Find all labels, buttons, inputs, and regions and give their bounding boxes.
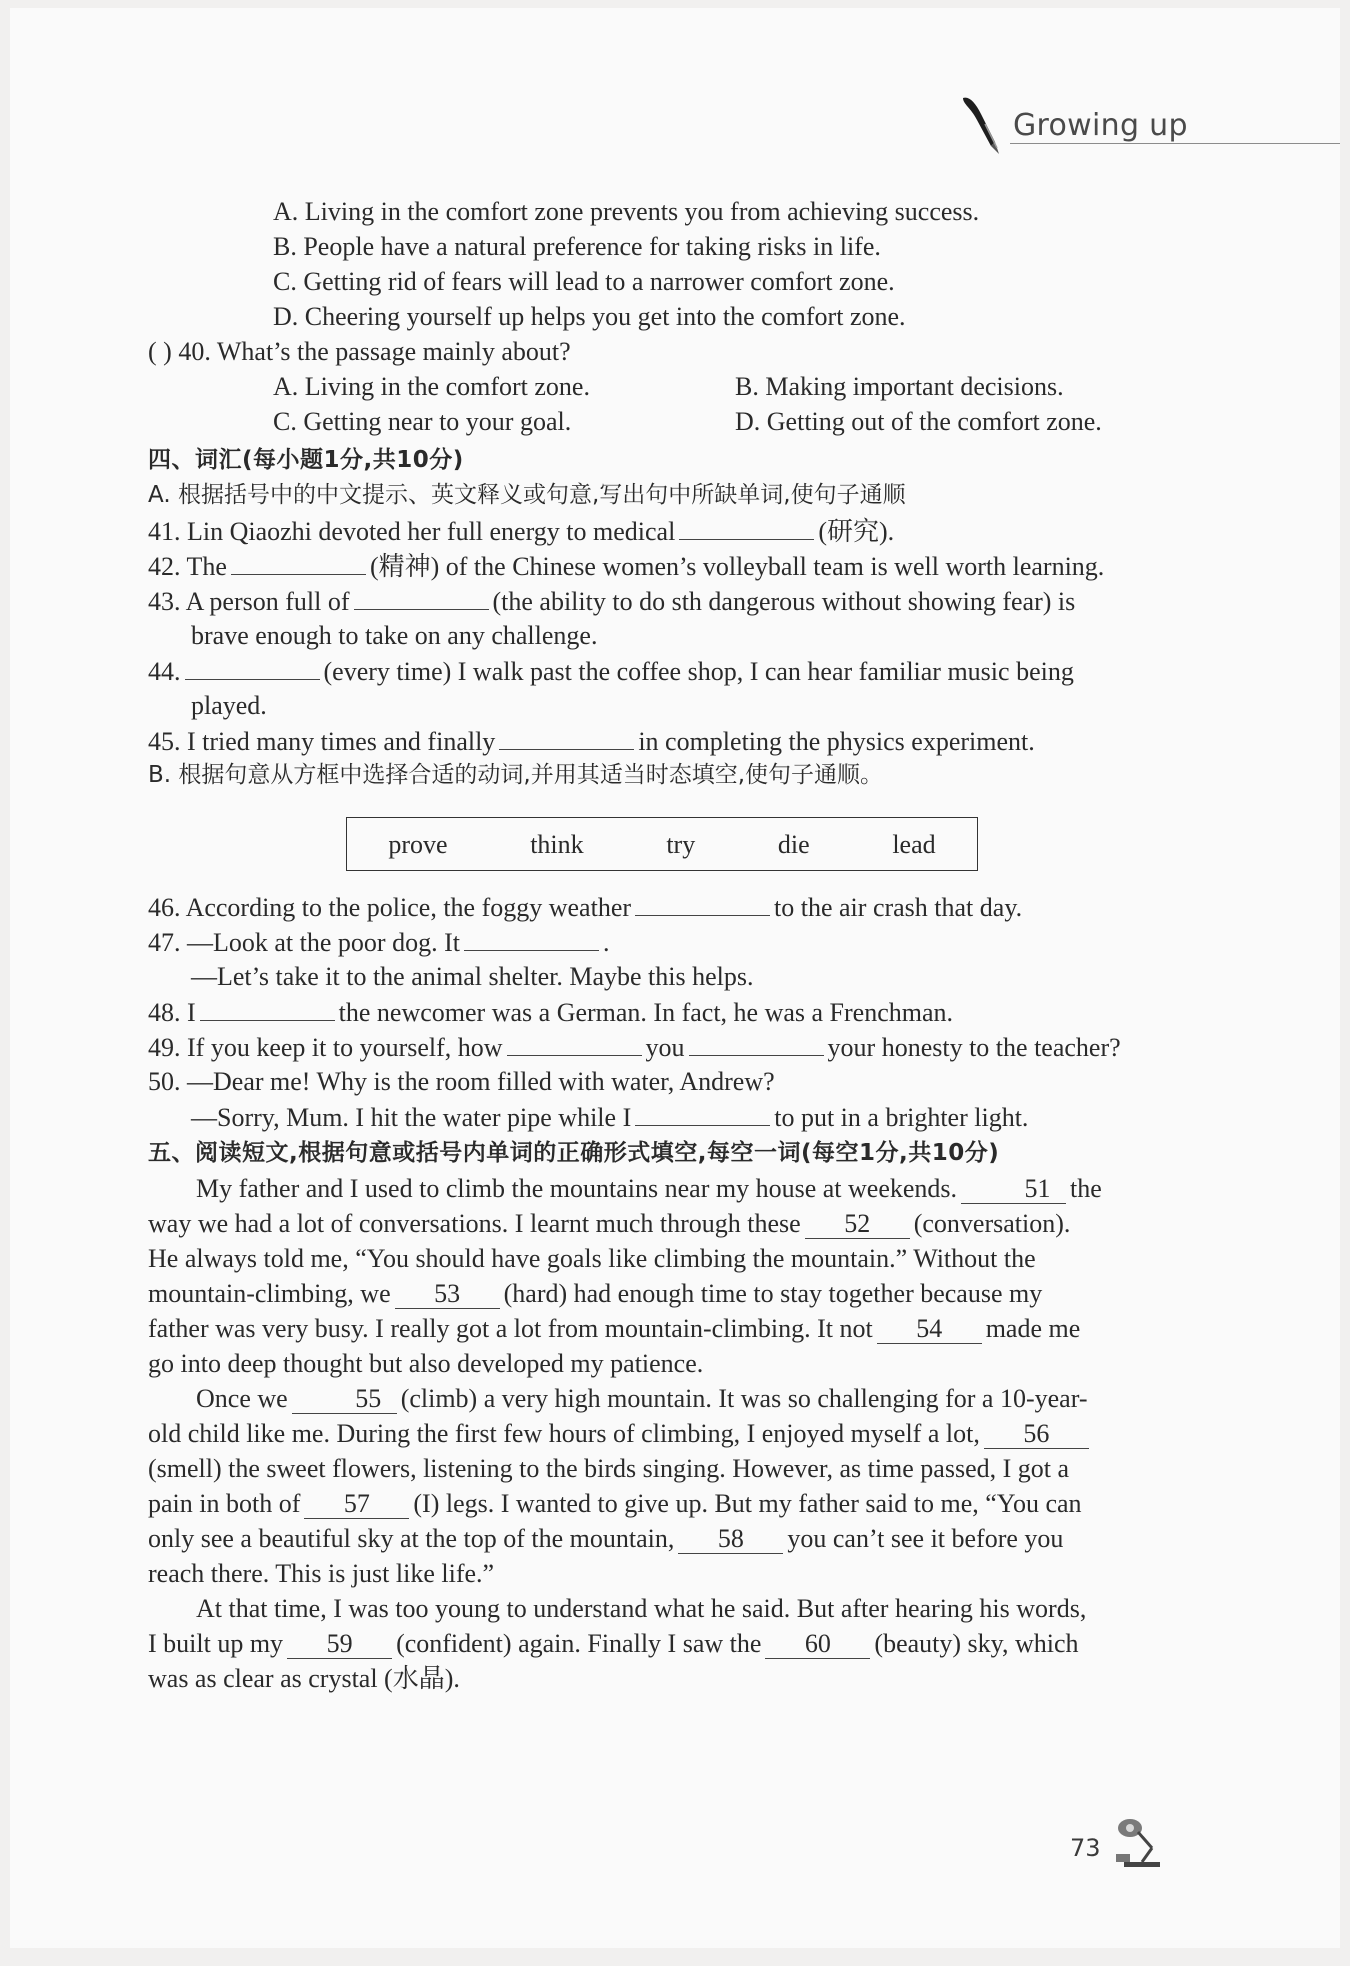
option-40d: D. Getting out of the comfort zone.	[735, 407, 1102, 436]
question-40	[148, 334, 1183, 369]
word-box	[346, 817, 978, 871]
option-39d: D. Cheering yourself up helps you get into the comfort zone.	[273, 302, 906, 331]
numbered-blank[interactable]: 51	[961, 1175, 1066, 1204]
option-39a: A. Living in the comfort zone prevents you from achieving success.	[273, 197, 980, 226]
unit-title: Growing up	[1013, 108, 1188, 143]
option-row	[148, 404, 1183, 439]
section-5-title: 五、阅读短文,根据句意或括号内单词的正确形式填空,每空一词(每空1分,共10分)	[148, 1140, 1000, 1166]
question-50-continuation: —Sorry, Mum. I hit the water pipe while I to put in a brighter light.	[148, 1099, 1183, 1134]
question-43: 43. A person full of (the ability to do sth dangerous without showing fear) is	[148, 583, 1183, 618]
page-footer	[1070, 1814, 1190, 1874]
page-number: 73	[1070, 1834, 1101, 1862]
option-row	[148, 369, 1183, 404]
answer-blank[interactable]	[679, 513, 814, 540]
header-rule	[1010, 143, 1340, 144]
question-44: 44. (every time) I walk past the coffee shop, I can hear familiar music being	[148, 653, 1183, 688]
numbered-blank[interactable]: 52	[805, 1210, 910, 1239]
numbered-blank[interactable]: 53	[395, 1280, 500, 1309]
answer-blank[interactable]	[499, 723, 634, 750]
word-option: try	[666, 829, 696, 859]
question-49: 49. If you keep it to yourself, how you your honesty to the teacher?	[148, 1029, 1183, 1064]
question-42: 42. The (精神) of the Chinese women’s volleyball team is well worth learning.	[148, 548, 1183, 583]
word-option: think	[530, 829, 584, 859]
answer-blank[interactable]	[507, 1029, 642, 1056]
question-40-stem: 40. What’s the passage mainly about?	[178, 337, 571, 366]
question-44-continuation: played.	[191, 691, 267, 720]
question-50: 50. —Dear me! Why is the room filled with water, Andrew?	[148, 1067, 775, 1096]
part-a-instructions: A. 根据括号中的中文提示、英文释义或句意,写出句中所缺单词,使句子通顺	[148, 482, 906, 508]
passage-paragraph-2: Once we 55 (climb) a very high mountain. It was so challenging for a 10-year- old child like me. During the first few hours of climbing, I enjoyed myself a lot, 56 (smell) the sweet flowers, listening to the birds singing. However, as time passed, I got a pain in both of 57 (I) legs. I wanted to give up. But my father said to me, “You can only see a beautiful sky at the top of the mountain, 58 you can’t see it before you reach there. This is just like life.”	[148, 1384, 1088, 1588]
answer-blank[interactable]	[231, 548, 366, 575]
pen-icon	[955, 96, 1005, 158]
numbered-blank[interactable]: 54	[877, 1315, 982, 1344]
word-option: die	[777, 829, 810, 859]
numbered-blank[interactable]: 60	[765, 1630, 870, 1659]
option-40b: B. Making important decisions.	[735, 372, 1064, 401]
numbered-blank[interactable]: 55	[292, 1385, 397, 1414]
numbered-blank[interactable]: 59	[287, 1630, 392, 1659]
word-option: lead	[892, 829, 936, 859]
section-4-title: 四、词汇(每小题1分,共10分)	[148, 447, 464, 473]
numbered-blank[interactable]: 57	[304, 1490, 409, 1519]
question-41: 41. Lin Qiaozhi devoted her full energy to medical (研究).	[148, 513, 1183, 548]
desk-lamp-icon	[1112, 1814, 1164, 1870]
question-46: 46. According to the police, the foggy weather to the air crash that day.	[148, 889, 1183, 924]
answer-blank[interactable]	[185, 653, 320, 680]
numbered-blank[interactable]: 56	[984, 1420, 1089, 1449]
answer-blank[interactable]	[635, 1099, 770, 1126]
page-header	[955, 96, 1340, 156]
answer-blank[interactable]	[689, 1029, 824, 1056]
answer-blank[interactable]	[464, 924, 599, 951]
numbered-blank[interactable]: 58	[678, 1525, 783, 1554]
passage-paragraph-3: At that time, I was too young to understand what he said. But after hearing his words, I built up my 59 (confident) again. Finally I saw the 60 (beauty) sky, which was as clear as crystal (水晶).	[148, 1594, 1087, 1693]
question-45: 45. I tried many times and finally in completing the physics experiment.	[148, 723, 1183, 758]
answer-blank[interactable]	[200, 994, 335, 1021]
question-48: 48. I the newcomer was a German. In fact, he was a Frenchman.	[148, 994, 1183, 1029]
answer-parenthesis: ( )	[148, 337, 172, 366]
answer-blank[interactable]	[635, 889, 770, 916]
option-39b: B. People have a natural preference for taking risks in life.	[273, 232, 881, 261]
question-47-continuation: —Let’s take it to the animal shelter. Maybe this helps.	[191, 962, 754, 991]
option-40c: C. Getting near to your goal.	[273, 407, 572, 436]
question-47: 47. —Look at the poor dog. It .	[148, 924, 1183, 959]
word-option: prove	[388, 829, 448, 859]
exercise-content	[148, 194, 1183, 1696]
option-39c: C. Getting rid of fears will lead to a narrower comfort zone.	[273, 267, 895, 296]
answer-blank[interactable]	[354, 583, 489, 610]
passage-paragraph-1: My father and I used to climb the mountains near my house at weekends. 51 the way we had a lot of conversations. I learnt much through these 52 (conversation). He always told me, “You should have goals like climbing the mountain.” Without the mountain-climbing, we 53 (hard) had enough time to stay together because my father was very busy. I really got a lot from mountain-climbing. It not 54 made me go into deep thought but also developed my patience.	[148, 1174, 1102, 1378]
question-43-continuation: brave enough to take on any challenge.	[191, 621, 598, 650]
option-40a: A. Living in the comfort zone.	[273, 372, 590, 401]
part-b-instructions: B. 根据句意从方框中选择合适的动词,并用其适当时态填空,使句子通顺。	[148, 762, 884, 788]
workbook-page	[10, 8, 1340, 1948]
